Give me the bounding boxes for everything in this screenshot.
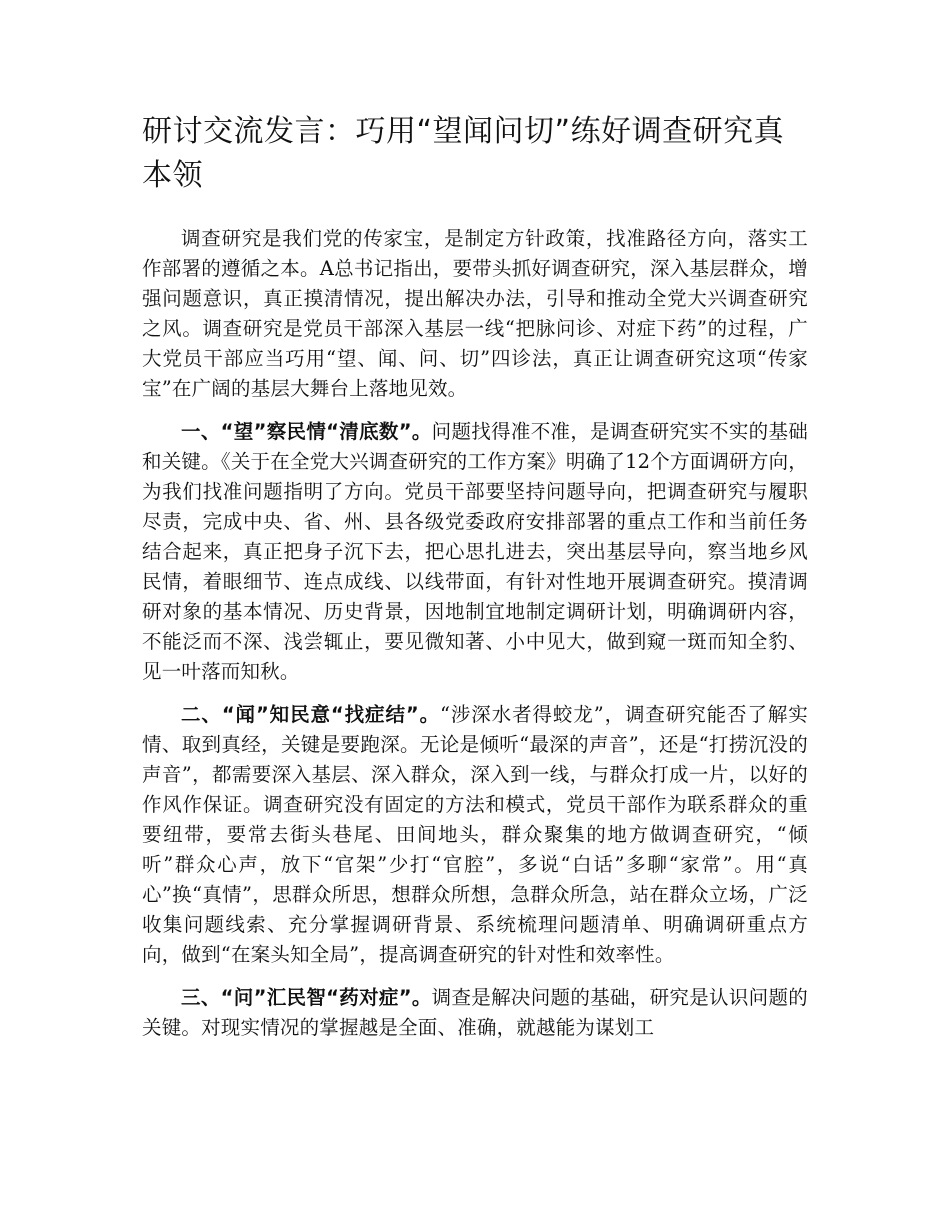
paragraph-text: “涉深水者得蛟龙”，调查研究能否了解实情、取到真经，关键是要跑深。无论是倾听“最深的声音”，还是“打捞沉没的声音”，都需要深入基层、深入群众，深入到一线，与群众打成一片，以好的作风作保证。调查研究没有固定的方法和模式，党员干部作为联系群众的重要纽带，要常去街头巷尾、田间地头，群众聚集的地方做调查研究，“倾听”群众心声，放下“官架”少打“官腔”，多说“白话”多聊“家常”。用“真心”换“真情”，思群众所思，想群众所想，急群众所急，站在群众立场，广泛收集问题线索、充分掌握调研背景、系统梳理问题清单、明确调研重点方向，做到“在案头知全局”，提高调查研究的针对性和效率性。 [142,703,808,966]
paragraph-lead: 一、“望”察民情“清底数”。 [181,420,432,443]
paragraph-intro [142,224,808,404]
document-body [142,224,808,1043]
paragraph-lead: 三、“问”汇民智“药对症”。 [181,986,432,1009]
document-page [142,110,808,1056]
paragraph-text: 问题找得准不准，是调查研究实不实的基础和关键。《关于在全党大兴调查研究的工作方案》明确了12个方面调研方向，为我们找准问题指明了方向。党员干部要坚持问题导向，把调查研究与履职尽责，完成中央、省、州、县各级党委政府安排部署的重点工作和当前任务结合起来，真正把身子沉下去，把心思扎进去，突出基层导向，察当地乡风民情，着眼细节、连点成线、以线带面，有针对性地开展调查研究。摸清调研对象的基本情况、历史背景，因地制宜地制定调研计划，明确调研内容，不能泛而不深、浅尝辄止，要见微知著、小中见大，做到窥一斑而知全豹、见一叶落而知秋。 [142,420,808,683]
paragraph-section-3 [142,983,808,1043]
document-title: 研讨交流发言：巧用“望闻问切”练好调查研究真本领 [142,114,785,193]
paragraph-text: 调查是解决问题的基础，研究是认识问题的关键。对现实情况的掌握越是全面、准确，就越能为谋划工 [142,986,808,1039]
paragraph-section-2 [142,700,808,970]
paragraph-section-1 [142,417,808,687]
paragraph-lead: 二、“闻”知民意“找症结”。 [181,703,440,726]
paragraph-text: 调查研究是我们党的传家宝，是制定方针政策，找准路径方向，落实工作部署的遵循之本。A总书记指出，要带头抓好调查研究，深入基层群众，增强问题意识，真正摸清情况，提出解决办法，引导和推动全党大兴调查研究之风。调查研究是党员干部深入基层一线“把脉问诊、对症下药”的过程，广大党员干部应当巧用“望、闻、问、切”四诊法，真正让调查研究这项“传家宝”在广阔的基层大舞台上落地见效。 [142,227,808,400]
